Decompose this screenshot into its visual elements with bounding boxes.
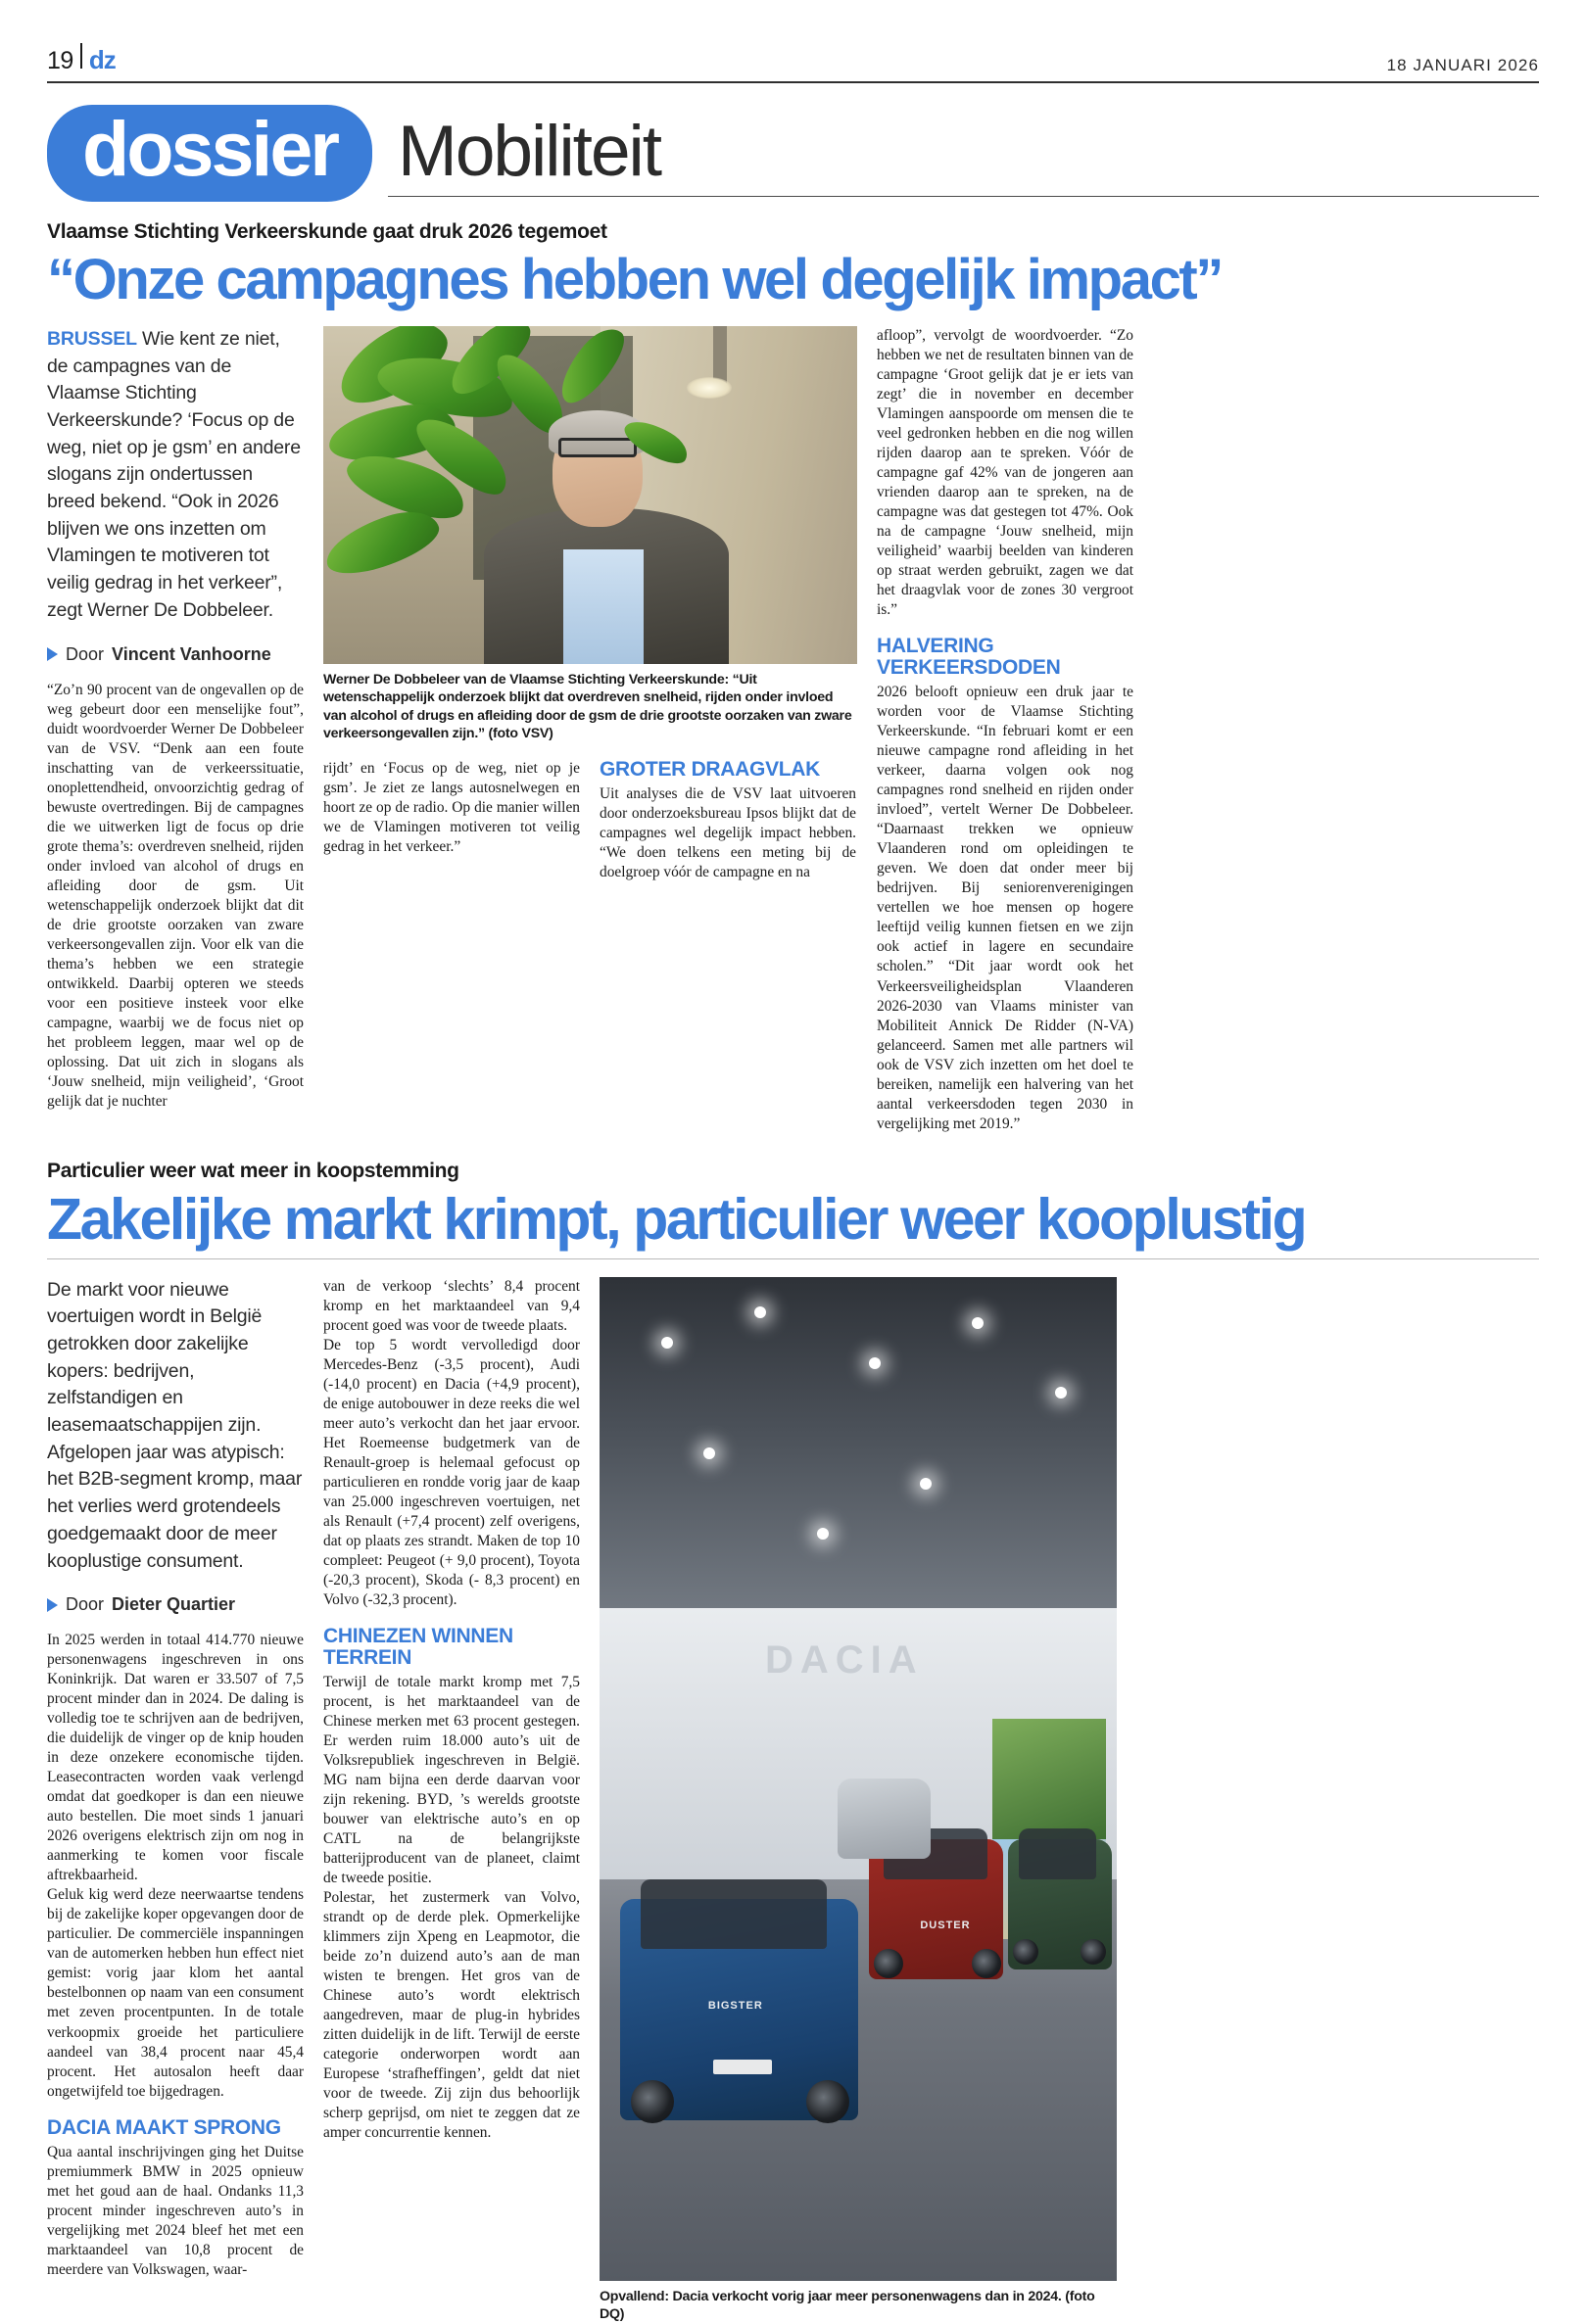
glasses-icon [558,438,637,457]
byline-author: Vincent Vanhoorne [112,643,271,664]
dateline-place: BRUSSEL [47,327,137,350]
byline-prefix: Door [66,643,105,664]
dossier-label: dossier [47,105,372,202]
article2-headline: Zakelijke markt krimpt, particulier weer kooplustig [47,1186,1306,1252]
folio-divider [80,43,82,69]
folio [47,43,116,75]
article1-photo-caption: Werner De Dobbeleer van de Vlaamse Stichting Verkeerskunde: “Uit wetenschappelijk onderzoek blijkt dat overdreven snelheid, rijden onder invloed van alcohol of drugs en afleiding door de gsm de drie grootste oorzaken van zware verkeersongevallen zijn.” (foto VSV) [323,671,852,742]
article2-col2-body3: Terwijl de totale markt kromp met 7,5 procent, is het marktaandeel van de Chinese merken met 63 procent gestegen. Er werden ruim 18.000 auto’s uit de Volksrepubliek ingeschreven in België. MG nam bijna een derde daarvan voor zijn rekening. BYD, ’s werelds grootste bouwer van elektrische auto’s en op CATL na de belangrijkste batterijproducent van de planeet, claimt de tweede positie. [323,1673,580,1887]
triangle-icon [47,1598,58,1612]
article2-col1-body: In 2025 werden in totaal 414.770 nieuwe personenwagens ingeschreven in ons Koninkrijk. Dat waren er 33.507 of 7,5 procent minder dan in 2024. De daling is volledig toe te schrijven aan de bedrijven, die duidelijk de vinger op de knip houden in deze onzekere economische tijden. Leasecontracten worden vaak verlengd omdat dat goedkoper is dan een nieuwe auto bestellen. Die moet sinds 1 januari 2026 overigens elektrisch zijn om nog in aanmerking te komen voor fiscale aftrekbaarheid. [47,1632,304,1884]
article2-byline [47,1594,304,1615]
photo1-lamp-stem [713,326,727,385]
byline-author: Dieter Quartier [112,1594,236,1615]
triangle-icon [47,647,58,661]
article1-column-1 [47,326,304,1134]
photo2-ceiling [600,1277,1117,1659]
article1-col2-body2: Uit analyses die de VSV laat uitvoeren door onderzoeksbureau Ipsos blijkt dat de campagnes wel degelijk impact hebben. “We doen telkens een meting bij de doelgroep vóór de campagne en na [600,784,856,880]
article2-photo-caption: Opvallend: Dacia verkocht vorig jaar meer personenwagens dan in 2024. (foto DQ) [600,2288,1095,2323]
photo-werner-de-dobbeleer [323,326,857,664]
article1-col3-body: afloop”, vervolgt de woordvoerder. “Zo hebben we net de resultaten binnen van de campagne ‘Groot gelijk dat je er iets van zegt’ die in november en december Vlamingen aanspoorde om mensen die te veel gedronken hebben en die nog willen rijden daarop aan te spreken. Vóór de campagne gaf 42% van de jongeren aan vrienden daarop aan te spreken, na de campagne was dat gestegen tot 47%. Ook na de campagne ‘Jouw snelheid, mijn veiligheid’ waarbij beelden van kinderen op straat werden gebruikt, zagen we dat het draagvlak voor de zones 30 vergroot is.” [877,326,1133,619]
article2-columns [47,1277,1539,2324]
article1-kicker: Vlaamse Stichting Verkeerskunde gaat druk 2026 tegemoet [47,219,607,243]
article-verkeerskunde [47,220,1539,1134]
publication-logo: dz [88,45,116,74]
article1-column-3 [877,326,1133,1134]
car-wheel [1081,1939,1106,1965]
article2-photo-column [600,1277,1117,2324]
dossier-topic: Mobiliteit [398,111,661,191]
issue-date: 18 JANUARI 2026 [1386,56,1539,74]
car-wheel [874,1949,903,1978]
car-badge-duster: DUSTER [920,1919,971,1931]
article2-column-1 [47,1277,304,2324]
spotlight-icon [920,1478,932,1490]
article1-columns [47,326,1539,1134]
spotlight-icon [817,1528,829,1540]
photo1-shirt [563,549,644,664]
photo1-lamp-glow [687,377,732,399]
article2-col2-body2: De top 5 wordt vervolledigd door Mercedes-Benz (-3,5 procent), Audi (-14,0 procent) en Dacia (+4,9 procent), de enige autobouwer in deze reeks die wel meer auto’s verkocht dan het jaar ervoor. Het Roemeense budgetmerk van de Renault-groep is helemaal gefocust op particulieren en rondde vorig jaar de kaap van 25.000 ingeschreven voertuigen, net als Renault (+7,4 procent) zelf overigens, dat op plaats zes strandt. Maken de top 10 compleet: Peugeot (+ 9,0 procent), Toyota (-20,3 procent), Skoda (- 8,3 procent) en Volvo (-32,3 procent). [323,1336,580,1608]
article1-col2-body: rijdt’ en ‘Focus op de weg, niet op je gsm’. Je ziet ze langs autosnelwegen en hoort ze op de radio. Op die manier willen we de Vlamingen motiveren tot veilig gedrag in het verkeer.” [323,759,580,855]
dossier-banner [47,83,1539,202]
article2-kicker: Particulier weer wat meer in koopstemming [47,1159,459,1182]
license-plate [713,2060,772,2074]
article2-column-2 [323,1277,580,2324]
article1-col1-body: “Zo’n 90 procent van de ongevallen op de weg gebeurt door een menselijke fout”, duidt woordvoerder Werner De Dobbeleer van de VSV. “Denk aan een foute inschatting van de verkeerssituatie, onoplettendheid, onvoorzichtig gedrag of bewuste overtredingen. Bij de campagnes die we uitwerken ligt de focus op drie grote thema’s: overdreven snelheid, rijden onder invloed van alcohol of drugs en afleiding door de gsm. Uit wetenschappelijk onderzoek blijkt dat dit de drie grootste oorzaken van zware verkeersongevallen zijn. Voor elk van die thema’s hebben we een strategie ontwikkeld. Daarbij opteren we steeds voor een positieve insteek voor elke campagne, waarbij we de focus niet op het probleem leggen, maar wel op de oplossing. Dat uit zich in slogans als ‘Jouw snelheid, mijn veiligheid’, ‘Groot gelijk dat je nuchter [47,681,304,1110]
photo2-green-backdrop [992,1719,1106,1839]
article2-col1-body2: Geluk kig werd deze neerwaartse tendens bij de zakelijke koper opgevangen door de particulier. De commerciële inspanningen van de automerken hebben hun effect niet gemist: vorig jaar klom het aantal bestelbonnen op naam van een consument met zeven procentpunten. In de totale verkoopmix groeide het particuliere aandeel van 38,4 procent naar 45,4 procent. Het autosalon heeft daar ongetwijfeld toe bijgedragen. [47,1886,304,2100]
article2-subhead-dacia: DACIA MAAKT SPRONG [47,2115,281,2139]
article1-byline [47,644,304,665]
article1-column-2 [323,326,857,1134]
car-green-windshield [1019,1828,1096,1878]
byline-prefix: Door [66,1594,105,1615]
article2-col1-body3: Qua aantal inschrijvingen ging het Duitse premiummerk BMW in 2025 opnieuw met het goud aan de haal. Ondanks 11,3 procent minder ingeschreven auto’s in vergelijking met 2024 bleef het met een marktaandeel van 10,8 procent de meerdere van Volkswagen, waar- [47,2143,304,2278]
car-badge-bigster: BIGSTER [707,1999,763,2012]
article-automarkt [47,1160,1539,2324]
article1-subhead-halvering: HALVERING VERKEERSDODEN [877,635,1061,680]
article2-subhead-chinezen: CHINEZEN WINNEN TERREIN [323,1624,513,1669]
article1-lede [47,326,304,625]
car-wheel [631,2080,674,2123]
article1-headline: “Onze campagnes hebben wel degelijk impact” [47,247,1222,311]
showroom-brand-sign: DACIA [764,1637,924,1682]
car-silver [838,1779,931,1859]
spotlight-icon [972,1317,984,1329]
spotlight-icon [703,1447,715,1459]
article2-lede: De markt voor nieuwe voertuigen wordt in België getrokken door zakelijke kopers: bedrijven, zelfstandigen en leasemaatschappijen zijn. Afgelopen jaar was atypisch: het B2B-segment kromp, maar het verlies werd grotendeels goedgemaakt door de meer kooplustige consument. [47,1278,303,1572]
article2-rule [47,1258,1539,1259]
masthead [47,0,1539,83]
dossier-rule [388,196,1539,197]
article1-col3-body2: 2026 belooft opnieuw een druk jaar te worden voor de Vlaamse Stichting Verkeerskunde. “In februari komt er een nieuwe campagne rond afleiding in het verkeer, daarna volgen ook nog campagnes rond snelheid en rijden onder invloed”, vertelt Werner De Dobbeleer. “Daarnaast trekken we opnieuw Vlaanderen rond om opleidingen te geven. We doen dat onder meer bij bedrijven. Bij seniorenverenigingen vertellen we hoe mensen op hogere leeftijd veilig kunnen fietsen en we zijn ook actief in lagere en secundaire scholen.” “Dit jaar wordt ook het Verkeersveiligheidsplan Vlaanderen 2026-2030 van Vlaams minister van Mobiliteit Annick De Ridder (N-VA) gelanceerd. Samen met alle partners wil ook de VSV zich inzetten om het doel te bereiken, namelijk een halvering van het aantal verkeersdoden tegen 2030 in vergelijking met 2019.” [877,684,1133,1132]
photo-dacia-showroom [600,1277,1117,2281]
article2-col2-body: van de verkoop ‘slechts’ 8,4 procent kromp en het marktaandeel van 9,4 procent goed was voor de tweede plaats. [323,1277,580,1334]
spotlight-icon [869,1357,881,1369]
car-blue-windshield [641,1879,827,1950]
spotlight-icon [1055,1387,1067,1399]
car-wheel [806,2080,849,2123]
article1-subhead-draagvlak: GROTER DRAAGVLAK [600,757,821,781]
article2-col2-body4: Polestar, het zustermerk van Volvo, strandt op de derde plek. Opmerkelijke klimmers zijn Xpeng en Leapmotor, die beide zo’n duizend auto’s aan de man wisten te brengen. Het gros van de Chinese auto’s wordt elektrisch aangedreven, maar de plug-in hybrides zitten duidelijk in de lift. Terwijl de eerste categorie onderworpen wordt aan Europese ‘strafheffingen’, geldt dat niet voor de tweede. Zij zijn dus behoorlijk scherp geprijsd, om niet te zeggen dat ze amper concurrentie kennen. [323,1889,580,2142]
article1-lede-text: Wie kent ze niet, de campagnes van de Vlaamse Stichting Verkeerskunde? ‘Focus op de weg, niet op je gsm’ en andere slogans zijn ondertussen breed bekend. “Ook in 2026 blijven we ons inzetten om Vlamingen te motiveren tot veilig gedrag in het verkeer”, zegt Werner De Dobbeleer. [47,327,301,621]
page-number: 19 [47,47,73,74]
